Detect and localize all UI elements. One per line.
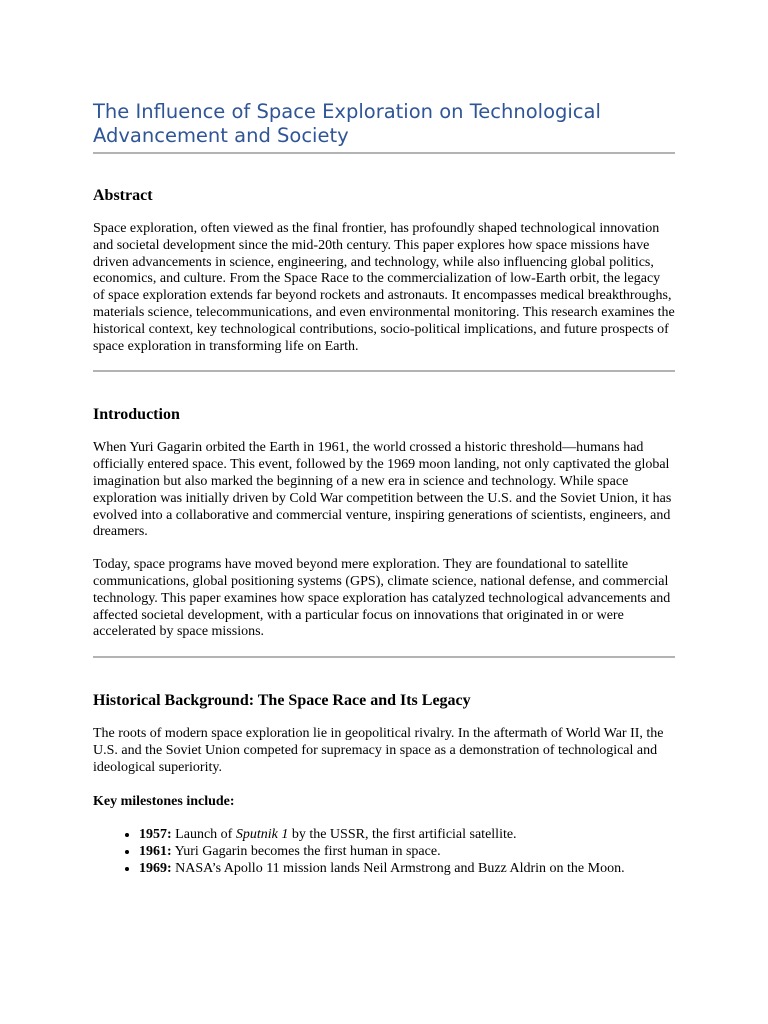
abstract-text: Space exploration, often viewed as the final frontier, has profoundly shaped technological innovation and societal development since the mid-20th century. This paper explores how space missions have driven advancements in science, engineering, and technology, while also influencing global politics, economics, and culture. From the Space Race to the commercialization of low-Earth orbit, the legacy of space exploration extends far beyond rockets and astronauts. It encompasses medical breakthroughs, materials science, telecommunications, and even environmental monitoring. This research examines the historical context, key technological contributions, socio-political implications, and future prospects of space exploration in transforming life on Earth. (93, 221, 675, 354)
milestone-text: Launch of (175, 826, 236, 842)
abstract-divider (93, 370, 675, 372)
milestone-text: NASA’s Apollo 11 mission lands Neil Armstrong and Buzz Aldrin on the Moon. (175, 860, 625, 876)
milestone-text: Yuri Gagarin becomes the first human in space. (174, 843, 441, 859)
title-line-1: The Influence of Space Exploration on Technological (93, 100, 601, 123)
milestones-label: Key milestones include: (93, 793, 235, 809)
milestone-text-end: by the USSR, the first artificial satellite. (288, 826, 517, 842)
list-item (139, 843, 675, 860)
document-page (93, 100, 675, 877)
milestone-year: 1957: (139, 826, 172, 842)
milestones-list (93, 826, 675, 877)
milestone-italic: Sputnik 1 (235, 826, 289, 842)
introduction-paragraph-1: When Yuri Gagarin orbited the Earth in 1961, the world crossed a historic threshold—humans had officially entered space. This event, followed by the 1969 moon landing, not only captivated the global imagination but also marked the beginning of a new era in science and technology. While space exploration was initially driven by Cold War competition between the U.S. and the Soviet Union, it has evolved into a collaborative and commercial venture, inspiring generations of scientists, engineers, and dreamers. (93, 440, 672, 540)
introduction-divider (93, 656, 675, 658)
title-divider (93, 152, 675, 154)
milestone-year: 1961: (139, 843, 172, 859)
list-item (139, 860, 675, 877)
introduction-paragraph-2: Today, space programs have moved beyond mere exploration. They are foundational to satellite communications, global positioning systems (GPS), climate science, national defense, and commercial technology. This paper examines how space exploration has catalyzed technological advancements and affected societal development, with a particular focus on innovations that originated in or were accelerated by space missions. (93, 557, 671, 640)
milestone-year: 1969: (139, 860, 172, 876)
title-line-2: Advancement and Society (93, 124, 349, 147)
document-title (93, 100, 675, 148)
list-item (139, 826, 675, 843)
introduction-heading: Introduction (93, 406, 180, 424)
history-text: The roots of modern space exploration lie in geopolitical rivalry. In the aftermath of World War II, the U.S. and the Soviet Union competed for supremacy in space as a demonstration of technological and ideological superiority. (93, 726, 664, 775)
abstract-heading: Abstract (93, 187, 153, 204)
history-heading: Historical Background: The Space Race and Its Legacy (93, 692, 471, 710)
